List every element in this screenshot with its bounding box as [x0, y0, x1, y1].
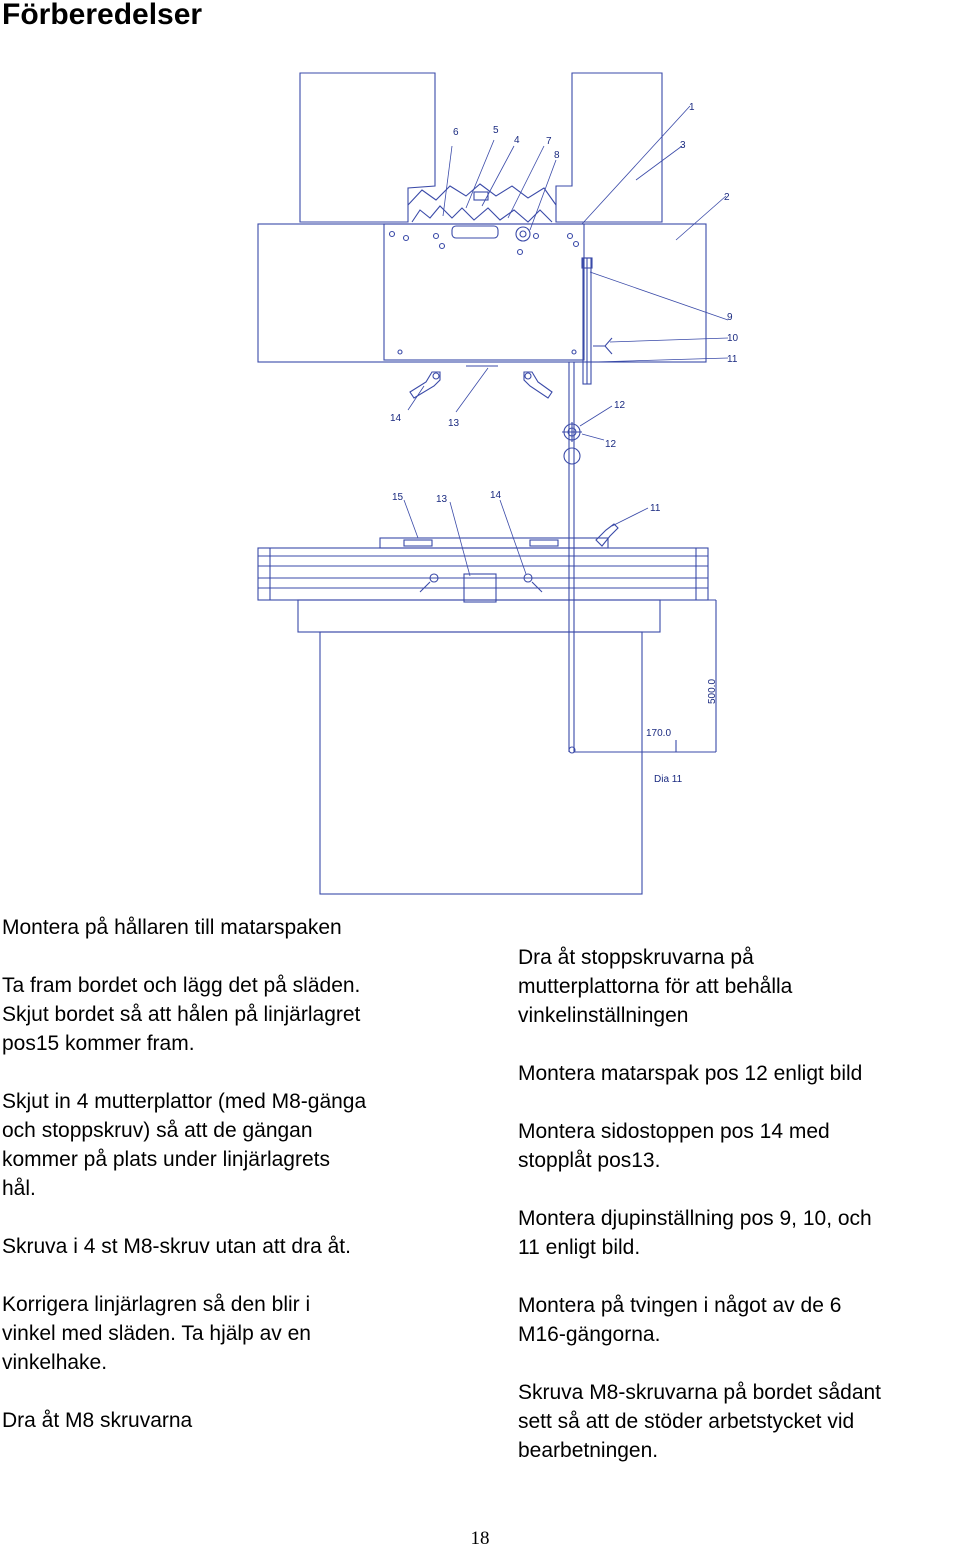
pos-label: 13: [436, 494, 448, 505]
pos-label: 14: [490, 490, 502, 501]
figure-caption: Dia 11: [654, 774, 683, 785]
upper-body-left: [300, 73, 435, 222]
pos-label: 9: [727, 312, 733, 323]
pos-label: 13: [448, 418, 460, 429]
pos-label: 4: [514, 135, 520, 146]
paragraph: Skjut in 4 mutterplattor (med M8-gänga och stoppskruv) så att de gängan kommer på plats under linjärlagrets hål.: [2, 1090, 367, 1200]
paragraph: Montera sidostoppen pos 14 med stopplåt pos13.: [518, 1120, 830, 1172]
pos-label: 1: [689, 102, 695, 113]
pos-label: 11: [650, 503, 661, 514]
paragraph: Skruva M8-skruvarna på bordet sådant sett så att de stöder arbetstycket vid bearbetningen.: [518, 1381, 882, 1462]
base-column: [320, 632, 642, 894]
pos-label: 2: [724, 192, 730, 203]
pos-label: 6: [453, 127, 459, 138]
paragraph: Montera matarspak pos 12 enligt bild: [518, 1062, 863, 1085]
technical-drawing: [0, 40, 960, 900]
pos-label: 11: [727, 354, 738, 365]
paragraph: Skruva i 4 st M8-skruv utan att dra åt.: [2, 1235, 351, 1258]
paragraph: Dra åt stoppskruvarna på mutterplattorna för att behålla vinkelinställningen: [518, 946, 793, 1027]
pos-label: 15: [392, 492, 404, 503]
pos-label: 12: [614, 400, 626, 411]
upper-body-right: [556, 73, 662, 222]
dimension-height: 500.0: [707, 678, 718, 704]
pos-label: 5: [493, 125, 499, 136]
pos-label: 3: [680, 140, 686, 151]
paragraph: Dra åt M8 skruvarna: [2, 1409, 193, 1432]
paragraph: Montera djupinställning pos 9, 10, och 11 enligt bild.: [518, 1207, 872, 1259]
paragraph: Montera på tvingen i något av de 6 M16-gängorna.: [518, 1294, 842, 1346]
page-title: Förberedelser: [2, 0, 203, 31]
instructions-left-column: [2, 913, 462, 1435]
pos-label: 8: [554, 150, 560, 161]
paragraph: Montera på hållaren till matarspaken: [2, 916, 342, 939]
page-number: 18: [470, 1528, 490, 1549]
instructions-right-column: [518, 943, 960, 1465]
pos-label: 12: [605, 439, 617, 450]
dimension-width: 170.0: [646, 728, 672, 739]
pos-label: 10: [727, 333, 739, 344]
paragraph: Korrigera linjärlagren så den blir i vinkel med släden. Ta hjälp av en vinkelhake.: [2, 1293, 311, 1374]
pos-label: 7: [546, 136, 552, 147]
base-plate: [298, 600, 660, 632]
pos-label: 14: [390, 413, 402, 424]
paragraph: Ta fram bordet och lägg det på släden. Skjut bordet så att hålen på linjärlagret pos15 kommer fram.: [2, 974, 361, 1055]
